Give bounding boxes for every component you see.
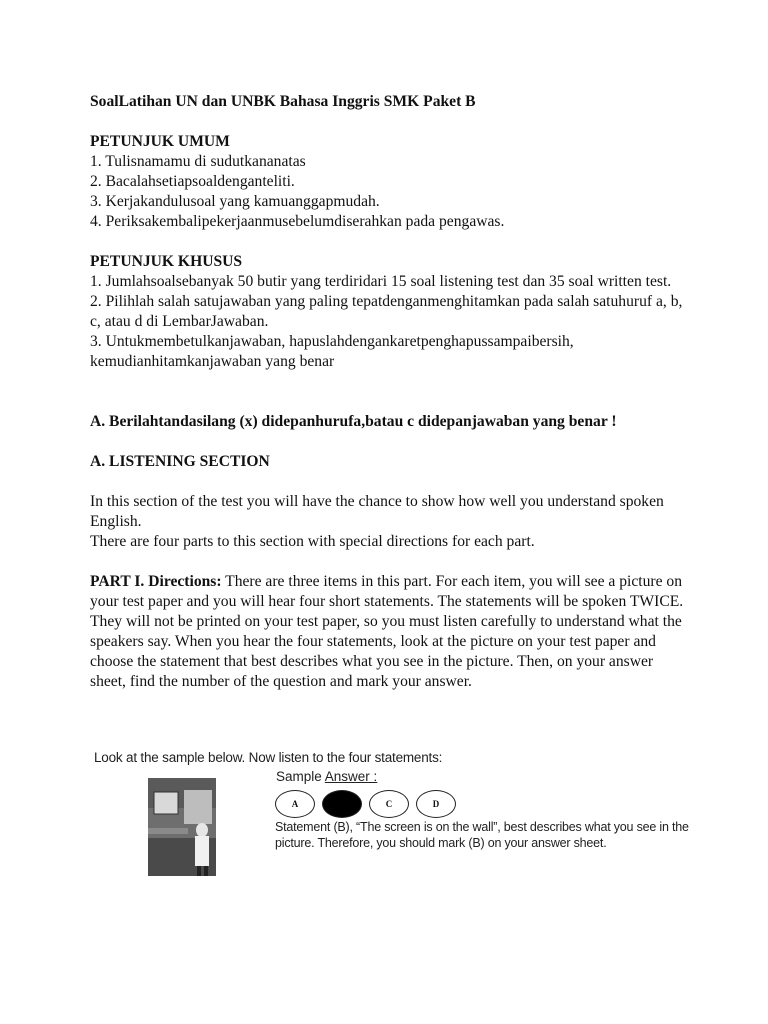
document-title: SoalLatihan UN dan UNBK Bahasa Inggris SMK Paket B (90, 93, 476, 110)
document-body (90, 92, 690, 692)
sample-statement: Statement (B), “The screen is on the wall”, best describes what you see in the picture. Therefore, you should mark (B) on your answer sheet. (275, 820, 689, 850)
umum-item-1: 1. Tulisnamamu di sudutkananatas (90, 153, 306, 170)
listening-heading: A. LISTENING SECTION (90, 453, 270, 470)
umum-heading: PETUNJUK UMUM (90, 133, 230, 150)
khusus-item-2: 2. Pilihlah salah satujawaban yang paling tepatdenganmenghitamkan pada salah satuhuruf a, b, c, atau d di LembarJawaban. (90, 293, 683, 330)
option-a-oval: A (275, 790, 315, 818)
listening-intro-2: There are four parts to this section with special directions for each part. (90, 533, 535, 550)
sample-answer-label: Sample Answer : (276, 769, 378, 784)
sample-intro: Look at the sample below. Now listen to the four statements: (94, 750, 443, 765)
sample-photo (148, 778, 216, 876)
khusus-item-3: 3. Untukmembetulkanjawaban, hapuslahdengankaretpenghapussampaibersih, kemudianhitamkanjawaban yang benar (90, 333, 574, 370)
listening-intro: In this section of the test you will have the chance to show how well you understand spoken English. (90, 493, 664, 530)
part-one-text: There are three items in this part. For each item, you will see a picture on your test paper and you will hear four short statements. The statements will be spoken TWICE. They will not be printed on your test paper, so you must listen carefully to understand what the speakers say. When you hear the four statements, look at the picture on your test paper and choose the statement that best describes what you see in the picture. Then, on your answer sheet, find the number of the question and mark your answer. (90, 573, 684, 690)
option-d-oval: D (416, 790, 456, 818)
part-one-label: PART I. Directions: (90, 573, 222, 590)
answer-underlined: Answer : (324, 769, 378, 784)
option-b-oval-filled (322, 790, 362, 818)
option-c-oval: C (369, 790, 409, 818)
umum-item-3: 3. Kerjakandulusoal yang kamuanggapmudah. (90, 193, 380, 210)
classroom-photo-icon (148, 778, 216, 876)
sample-box (94, 750, 694, 880)
instruction-heading: A. Berilahtandasilang (x) didepanhurufa,batau c didepanjawaban yang benar ! (90, 413, 617, 430)
umum-item-4: 4. Periksakembalipekerjaanmusebelumdiserahkan pada pengawas. (90, 213, 505, 230)
umum-item-2: 2. Bacalahsetiapsoaldenganteliti. (90, 173, 295, 190)
part-one-directions (90, 572, 690, 692)
khusus-heading: PETUNJUK KHUSUS (90, 253, 243, 270)
khusus-item-1: 1. Jumlahsoalsebanyak 50 butir yang terdiridari 15 soal listening test dan 35 soal written test. (90, 273, 672, 290)
